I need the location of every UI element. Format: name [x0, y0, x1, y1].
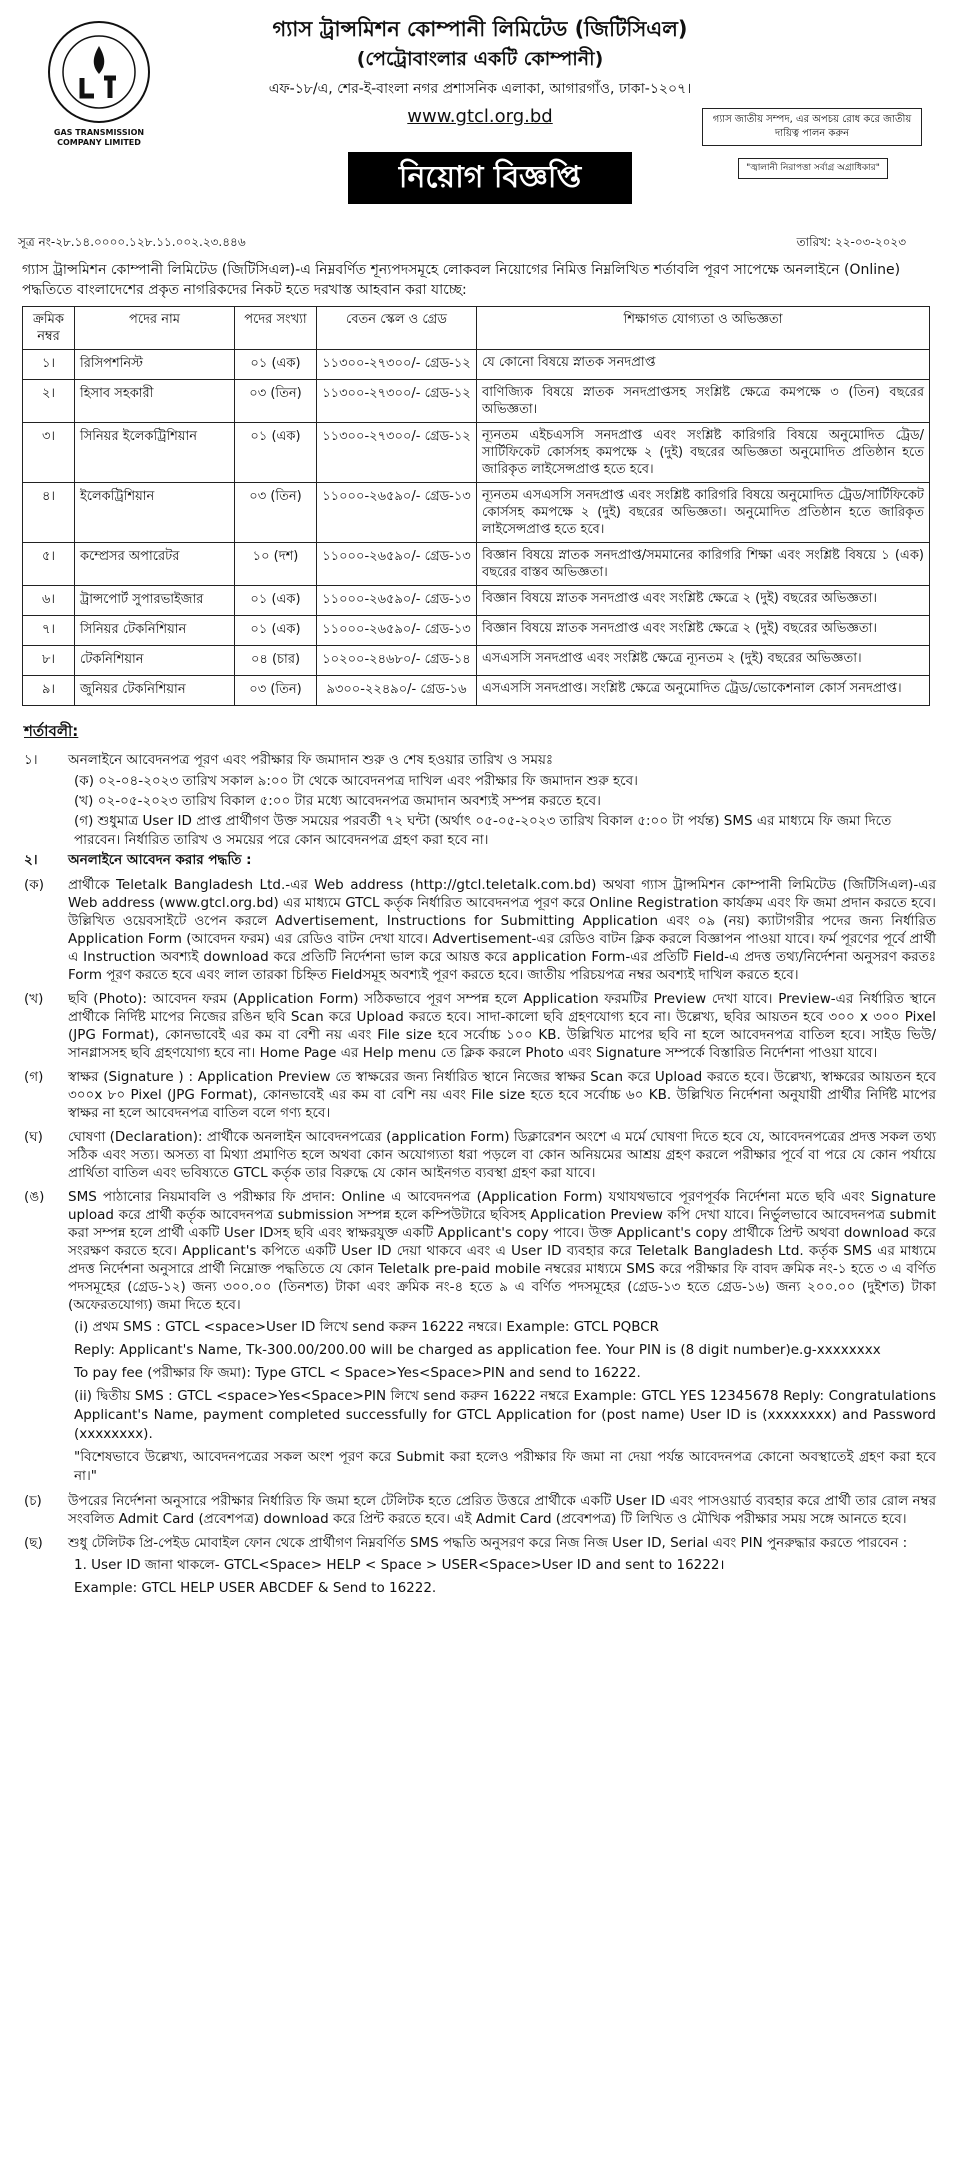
- table-row: [23, 543, 930, 586]
- cell-post-name: কম্প্রেসর অপারেটর: [75, 543, 235, 586]
- cell-serial: ৬।: [23, 586, 75, 616]
- clause-ka: [24, 876, 936, 984]
- cell-qualification: বিজ্ঞান বিষয়ে স্নাতক সনদপ্রাপ্ত/সমমানের কারিগরি শিক্ষা এবং সংশ্লিষ্ট বিষয়ে ১ (এক) বছরের বাস্তব অভিজ্ঞতা।: [477, 543, 930, 586]
- cell-post-count: ০৪ (চার): [235, 646, 317, 676]
- cell-pay-scale: ১১৩০০-২৭৩০০/- গ্রেড-১২: [317, 350, 477, 380]
- cell-post-name: টেকনিশিয়ান: [75, 646, 235, 676]
- cell-pay-scale: ১১৩০০-২৭৩০০/- গ্রেড-১২: [317, 380, 477, 423]
- circular-header: [18, 0, 942, 260]
- pay-fee-instruction: To pay fee (পরীক্ষার ফি জমা): Type GTCL < Space>Yes<Space>PIN and send to 16222.: [74, 1365, 641, 1381]
- clause-number: (গ): [24, 1069, 44, 1085]
- cell-qualification: বিজ্ঞান বিষয়ে স্নাতক সনদপ্রাপ্ত এবং সংশ্লিষ্ট ক্ষেত্রে ২ (দুই) বছরের অভিজ্ঞতা।: [477, 616, 930, 646]
- clause-uma-sms-fee: [24, 1188, 936, 1314]
- cell-serial: ২।: [23, 380, 75, 423]
- table-row: [23, 483, 930, 543]
- cell-post-count: ০৩ (তিন): [235, 380, 317, 423]
- clause-ga-signature: [24, 1068, 936, 1122]
- clause-number: (ছ): [24, 1535, 43, 1551]
- cell-serial: ৭।: [23, 616, 75, 646]
- slogan-box: গ্যাস জাতীয় সম্পদ, এর অপচয় রোধ করে জাতীয় দায়িত্ব পালন করুন: [702, 108, 922, 146]
- table-row: [23, 586, 930, 616]
- cell-serial: ৮।: [23, 646, 75, 676]
- header-serial: ক্রমিক নম্বর: [23, 307, 75, 350]
- slogan-box-small: "জ্বালানী নিরাপত্তা সর্বাগ্র অগ্রাধিকার": [738, 158, 888, 179]
- condition-title: অনলাইনে আবেদন করার পদ্ধতি :: [68, 852, 252, 868]
- logo-caption: GAS TRANSMISSION COMPANY LIMITED: [53, 128, 145, 147]
- cell-post-count: ০৩ (তিন): [235, 676, 317, 706]
- table-row: [23, 676, 930, 706]
- cell-post-name: সিনিয়র ইলেকট্রিশিয়ান: [75, 423, 235, 483]
- circular-title: নিয়োগ বিজ্ঞপ্তি: [348, 152, 632, 204]
- clause-text: SMS পাঠানোর নিয়মাবলি ও পরীক্ষার ফি প্রদান: Online এ আবেদনপত্র (Application Form) যথাযথভাবে পূরণপূর্বক নির্দেশনা মতে ছবি এবং Signature upload করে প্রার্থী কর্তৃক আবেদনপত্র submission সম্পন্ন হলে কম্পিউটারে ছবিসহ Application Preview কপি দেখা যাবে। নির্ভুলভাবে আবেদনপত্র submit করা সম্পন্ন হলে প্রার্থী একটি User IDসহ ছবি এবং স্বাক্ষরযুক্ত একটি Applicant's copy পাবে। উক্ত Applicant's copy প্রার্থীকে প্রিন্ট অথবা download করে সংরক্ষণ করতে হবে। Applicant's কপিতে একটি User ID দেয়া থাকবে এবং এ User ID ব্যবহার করে Teletalk Bangladesh Ltd. কর্তৃক SMS এর মাধ্যমে প্রদত্ত নির্দেশনা অনুসারে প্রার্থী নিম্নোক্ত পদ্ধতিতে যে কোন Teletalk pre-paid mobile নম্বরের মাধ্যমে SMS করে পরীক্ষার ফি বাবদ ক্রমিক নং-১ হতে ৩ এ বর্ণিত পদসমূহের (গ্রেড-১২) জন্য ৩০০.০০ (তিনশত) টাকা এবং ক্রমিক নং-৪ হতে ৯ এ বর্ণিত পদসমূহের (গ্রেড-১৩ হতে গ্রেড-১৬) জন্য ২০০.০০ (দুইশত) টাকা (অফেরতযোগ্য) জমা দিতে হবে।: [68, 1189, 936, 1313]
- condition-1-b: (খ) ০২-০৫-২০২৩ তারিখ বিকাল ৫:০০ টার মধ্যে আবেদনপত্র জমাদান অবশ্যই সম্পন্ন করতে হবে।: [74, 793, 601, 809]
- clause-chha-recovery: [24, 1534, 936, 1552]
- vacancy-table: [22, 306, 930, 706]
- cell-pay-scale: ৯৩০০-২২৪৯০/- গ্রেড-১৬: [317, 676, 477, 706]
- cell-qualification: বিজ্ঞান বিষয়ে স্নাতক সনদপ্রাপ্ত এবং সংশ্লিষ্ট ক্ষেত্রে ২ (দুই) বছরের অভিজ্ঞতা।: [477, 586, 930, 616]
- special-note: "বিশেষভাবে উল্লেখ্য, আবেদনপত্রের সকল অংশ পূরণ করে Submit করা হলেও পরীক্ষার ফি জমা না দেয়া পর্যন্ত আবেদনপত্র কোনো অবস্থাতেই গ্রহণ করা হবে না।": [74, 1449, 936, 1484]
- condition-number: ২।: [24, 852, 38, 868]
- cell-qualification: ন্যূনতম এসএসসি সনদপ্রাপ্ত এবং সংশ্লিষ্ট কারিগরি বিষয়ে অনুমোদিত ট্রেড/সার্টিফিকেট কোর্সসহ কমপক্ষে ২ (দুই) বছরের অভিজ্ঞতা। অনুমোদিত প্রতিষ্ঠান হতে জারিকৃত লাইসেন্সপ্রাপ্ত হতে হবে।: [477, 483, 930, 543]
- table-row: [23, 616, 930, 646]
- condition-1: [24, 751, 936, 770]
- table-row: [23, 423, 930, 483]
- reference-number: সূত্র নং-২৮.১৪.০০০০.১২৮.১১.০০২.২৩.৪৪৬: [18, 235, 246, 249]
- cell-post-count: ০১ (এক): [235, 616, 317, 646]
- organization-subtitle: (পেট্রোবাংলার একটি কোম্পানী): [356, 48, 604, 70]
- cell-post-count: ০১ (এক): [235, 423, 317, 483]
- clause-text: স্বাক্ষর (Signature ) : Application Preview তে স্বাক্ষরের জন্য নির্ধারিত স্থানে নিজের স্বাক্ষর Scan করে Upload করতে হবে। উল্লেখ্য, স্বাক্ষরের আয়তন হবে ৩০০x ৮০ Pixel (JPG Format), কোনভাবেই এর কম বা বেশি নয় এবং File size হতে হবে সর্বোচ্চ ৬০ KB. উল্লিখিত নির্দেশনা অনুযায়ী প্রার্থীর নির্দিষ্ট মাপের স্বাক্ষর না হলে আবেদনপত্র বাতিল বলে গণ্য হবে।: [68, 1069, 936, 1121]
- clause-text: প্রার্থীকে Teletalk Bangladesh Ltd.-এর Web address (http://gtcl.teletalk.com.bd) অথবা গ্যাস ট্রান্সমিশন কোম্পানী লিমিটেড (জিটিসিএল)-এর Web address (www.gtcl.org.bd) এর মাধ্যমে GTCL কর্তৃক নির্ধারিত আবেদনপত্র পূরণ করে Online Registration কার্যক্রম এবং ফি জমা প্রদান করতে হবে। উল্লিখিত ওয়েবসাইটে ওপেন করলে Advertisement, Instructions for Submitting Application এবং ০৯ (নয়) ক্যাটাগরীর পদের জন্য নির্ধারিত Application Form (আবেদন ফরম) এর রেডিও বাটন দেখা যাবে। Advertisement-এর রেডিও বাটন ক্লিক করলে বিজ্ঞাপন পাওয়া যাবে। ফর্ম পূরণের পূর্বে প্রার্থী এ Instruction অবশ্যই download করে প্রতিটি নির্দেশনা ভাল করে আয়ত্ত করে application Form-এর প্রতিটি Field-এ প্রদত্ত তথ্য/নির্দেশনা অনুসরণ করতঃ Form পূরণ করতে হবে এবং লাল তারকা চিহ্নিত Fieldসমূহ অবশ্যই পূরণ করতে হবে। জাতীয় পরিচয়পত্র নম্বর অবশ্যই দাখিল করতে হবে।: [68, 877, 936, 983]
- second-sms-instruction: (ii) দ্বিতীয় SMS : GTCL <space>Yes<Space>PIN লিখে send করুন 16222 নম্বরে Example: GTCL YES 12345678 Reply: Congratulations Applicant's Name, payment completed successfully for GTCL Application for (post name) User ID is (xxxxxxxx) and Password (xxxxxxxx).: [74, 1388, 936, 1442]
- organization-name: গ্যাস ট্রান্সমিশন কোম্পানী লিমিটেড (জিটিসিএল): [272, 17, 688, 41]
- cell-serial: ৩।: [23, 423, 75, 483]
- header-post-count: পদের সংখ্যা: [235, 307, 317, 350]
- cell-post-name: ট্রান্সপোর্ট সুপারভাইজার: [75, 586, 235, 616]
- cell-pay-scale: ১১০০০-২৬৫৯০/- গ্রেড-১৩: [317, 586, 477, 616]
- cell-serial: ১।: [23, 350, 75, 380]
- conditions-heading: শর্তাবলী:: [24, 722, 79, 740]
- website-link[interactable]: www.gtcl.org.bd: [407, 106, 553, 127]
- cell-pay-scale: ১১০০০-২৬৫৯০/- গ্রেড-১৩: [317, 483, 477, 543]
- header-pay-scale: বেতন স্কেল ও গ্রেড: [317, 307, 477, 350]
- recovery-step-1-example: Example: GTCL HELP USER ABCDEF & Send to 16222.: [74, 1580, 437, 1596]
- cell-pay-scale: ১০২০০-২৪৬৮০/- গ্রেড-১৪: [317, 646, 477, 676]
- organization-address: এফ-১৮/এ, শের-ই-বাংলা নগর প্রশাসনিক এলাকা, আগারগাঁও, ঢাকা-১২০৭।: [268, 81, 692, 97]
- condition-title: অনলাইনে আবেদনপত্র পূরণ এবং পরীক্ষার ফি জমাদান শুরু ও শেষ হওয়ার তারিখ ও সময়ঃ: [68, 752, 554, 768]
- clause-number: (খ): [24, 991, 44, 1007]
- clause-text: ঘোষণা (Declaration): প্রার্থীকে অনলাইন আবেদনপত্রের (application Form) ডিক্লারেশন অংশে এ মর্মে ঘোষণা দিতে হবে যে, আবেদনপত্রের প্রদত্ত সকল তথ্য সঠিক এবং সত্য। অসত্য বা মিথ্যা প্রমাণিত হলে অথবা কোন অযোগ্যতা ধরা পড়লে বা কোন অনিয়মের আশ্রয় গ্রহণ করলে পরীক্ষার পূর্বে বা পরে যে কোন পর্যায়ে প্রার্থিতা বাতিল এবং ভবিষ্যতে GTCL কর্তৃক তার বিরুদ্ধে যে কোন আইনগত ব্যবস্থা গ্রহণ করা যাবে।: [68, 1129, 936, 1181]
- clause-number: (ঙ): [24, 1189, 45, 1205]
- clause-number: (চ): [24, 1493, 42, 1509]
- cell-serial: ৯।: [23, 676, 75, 706]
- condition-1-a: (ক) ০২-০৪-২০২৩ তারিখ সকাল ৯:০০ টা থেকে আবেদনপত্র দাখিল এবং পরীক্ষার ফি জমাদান শুরু হবে।: [74, 773, 638, 789]
- first-sms-instruction: (i) প্রথম SMS : GTCL <space>User ID লিখে send করুন 16222 নম্বরে। Example: GTCL PQBCR: [74, 1319, 660, 1335]
- clause-text: ছবি (Photo): আবেদন ফরম (Application Form) সঠিকভাবে পূরণ সম্পন্ন হলে Application ফরমটির Preview দেখা যাবে। Preview-এর নির্ধারিত স্থানে প্রার্থীকে নির্দিষ্ট মাপের নিজের রঙিন ছবি Scan করে Upload করতে হবে। সাদা-কালো ছবি গ্রহণযোগ্য হবে না। উল্লেখ্য, ছবির আয়তন হবে ৩০০ x ৩০০ Pixel (JPG Format), কোনভাবেই এর কম বা বেশী নয় এবং File size হবে সর্বোচ্চ ১০০ KB. উল্লিখিত মাপের ছবি না হলে আবেদনপত্র বাতিল হবে। সাইড ভিউ/সানগ্লাসসহ ছবি গ্রহণযোগ্য হবে না। Home Page এর Help menu তে ক্লিক করলে Photo এবং Signature সম্পর্কে বিস্তারিত নির্দেশনা পাওয়া যাবে।: [68, 991, 936, 1061]
- condition-2: [24, 851, 936, 870]
- header-post-name: পদের নাম: [75, 307, 235, 350]
- cell-qualification: বাণিজ্যিক বিষয়ে স্নাতক সনদপ্রাপ্তসহ সংশ্লিষ্ট ক্ষেত্রে কমপক্ষে ৩ (তিন) বছরের অভিজ্ঞতা।: [477, 380, 930, 423]
- cell-qualification: এসএসসি সনদপ্রাপ্ত এবং সংশ্লিষ্ট ক্ষেত্রে ন্যূনতম ২ (দুই) বছরের অভিজ্ঞতা।: [477, 646, 930, 676]
- cell-serial: ৫।: [23, 543, 75, 586]
- recovery-step-1: 1. User ID জানা থাকলে- GTCL<Space> HELP < Space > USER<Space>User ID and sent to 16222।: [74, 1557, 725, 1573]
- cell-qualification: এসএসসি সনদপ্রাপ্ত। সংশ্লিষ্ট ক্ষেত্রে অনুমোদিত ট্রেড/ভোকেশনাল কোর্স সনদপ্রাপ্ত।: [477, 676, 930, 706]
- cell-post-count: ০৩ (তিন): [235, 483, 317, 543]
- cell-post-name: রিসিপশনিস্ট: [75, 350, 235, 380]
- cell-qualification: ন্যূনতম এইচএসসি সনদপ্রাপ্ত এবং সংশ্লিষ্ট কারিগরি বিষয়ে অনুমোদিত ট্রেড/সার্টিফিকেট কোর্সসহ কমপক্ষে ২ (দুই) বছরের অভিজ্ঞতা অনুমোদিত প্রতিষ্ঠান হতে জারিকৃত লাইসেন্সপ্রাপ্ত হতে হবে।: [477, 423, 930, 483]
- circular-date: তারিখ: ২২-০৩-২০২৩: [796, 235, 906, 249]
- cell-pay-scale: ১১০০০-২৬৫৯০/- গ্রেড-১৩: [317, 616, 477, 646]
- table-row: [23, 380, 930, 423]
- condition-1-c: (গ) শুধুমাত্র User ID প্রাপ্ত প্রার্থীগণ উক্ত সময়ের পরবর্তী ৭২ ঘন্টা (অর্থাৎ ০৫-০৫-২০২৩ তারিখ বিকাল ৫:০০ টা পর্যন্ত) SMS এর মাধ্যমে ফি জমা দিতে পারবেন। নির্ধারিত তারিখ ও সময়ের পরে কোন আবেদনপত্র গ্রহণ করা হবে না।: [74, 813, 892, 848]
- clause-text: শুধু টেলিটক প্রি-পেইড মোবাইল ফোন থেকে প্রার্থীগণ নিম্নবর্ণিত SMS পদ্ধতি অনুসরণ করে নিজ নিজ User ID, Serial এবং PIN পুনরুদ্ধার করতে পারবেন :: [68, 1535, 908, 1551]
- clause-number: (ক): [24, 877, 44, 893]
- clause-number: (ঘ): [24, 1129, 43, 1145]
- cell-post-count: ১০ (দশ): [235, 543, 317, 586]
- clause-text: উপরের নির্দেশনা অনুসারে পরীক্ষার নির্ধারিত ফি জমা হলে টেলিটক হতে প্রেরিত উত্তরে প্রার্থীকে একটি User ID এবং পাসওয়ার্ড ব্যবহার করে প্রার্থী তার রোল নম্বর সংবলিত Admit Card (প্রবেশপত্র) download করে প্রিন্ট করতে হবে। এই Admit Card (প্রবেশপত্র) টি লিখিত ও মৌখিক পরীক্ষার সময় সঙ্গে আনতে হবে।: [68, 1493, 936, 1527]
- clause-kha-photo: [24, 990, 936, 1062]
- cell-serial: ৪।: [23, 483, 75, 543]
- clause-gha-declaration: [24, 1128, 936, 1182]
- intro-paragraph: গ্যাস ট্রান্সমিশন কোম্পানী লিমিটেড (জিটিসিএল)-এ নিম্নবর্ণিত শূন্যপদসমূহে লোকবল নিয়োগের নিমিত্ত নিম্নলিখিত শর্তাবলি পূরণ সাপেক্ষে অনলাইনে (Online) পদ্ধতিতে বাংলাদেশের প্রকৃত নাগরিকদের নিকট হতে দরখাস্ত আহবান করা যাচ্ছে:: [22, 262, 901, 298]
- cell-post-count: ০১ (এক): [235, 586, 317, 616]
- cell-post-name: সিনিয়র টেকনিশিয়ান: [75, 616, 235, 646]
- cell-post-count: ০১ (এক): [235, 350, 317, 380]
- cell-qualification: যে কোনো বিষয়ে স্নাতক সনদপ্রাপ্ত: [477, 350, 930, 380]
- clause-cha-admit-card: [24, 1492, 936, 1528]
- table-row: [23, 646, 930, 676]
- first-sms-reply: Reply: Applicant's Name, Tk-300.00/200.00 will be charged as application fee. Your PIN is (8 digit number)e.g-xxxxxxxx: [74, 1342, 881, 1358]
- table-row: [23, 350, 930, 380]
- cell-pay-scale: ১১৩০০-২৭৩০০/- গ্রেড-১২: [317, 423, 477, 483]
- cell-post-name: ইলেকট্রিশিয়ান: [75, 483, 235, 543]
- cell-post-name: হিসাব সহকারী: [75, 380, 235, 423]
- cell-pay-scale: ১১০০০-২৬৫৯০/- গ্রেড-১৩: [317, 543, 477, 586]
- condition-number: ১।: [24, 752, 38, 768]
- cell-post-name: জুনিয়র টেকনিশিয়ান: [75, 676, 235, 706]
- table-header-row: [23, 307, 930, 350]
- header-qualification: শিক্ষাগত যোগ্যতা ও অভিজ্ঞতা: [477, 307, 930, 350]
